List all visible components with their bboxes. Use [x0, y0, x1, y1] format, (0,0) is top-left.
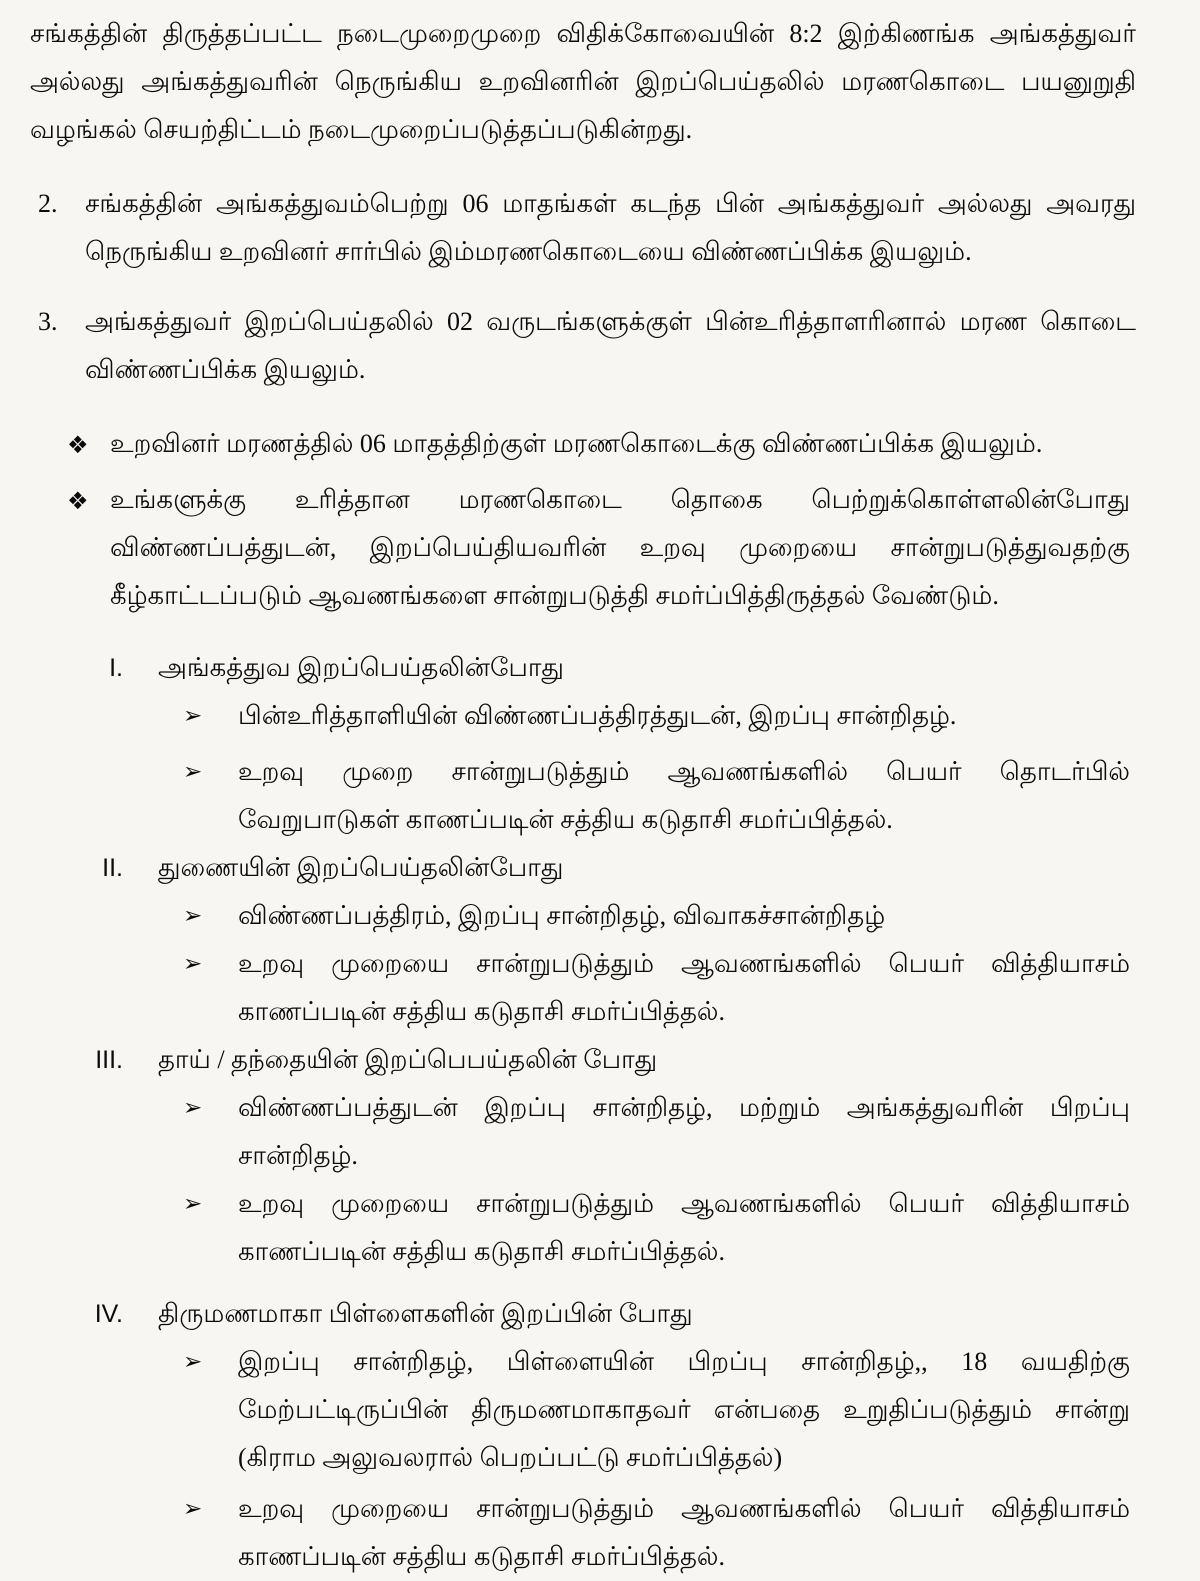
arrow-bullet-item	[183, 1338, 1130, 1482]
numbered-item-3	[38, 298, 1136, 394]
roman-numeral: III.	[95, 1046, 123, 1074]
arrow-bullet-item	[183, 892, 1130, 940]
bullet-text: இறப்பு சான்றிதழ், பிள்ளையின் பிறப்பு சான்றிதழ்,, 18 வயதிற்கு மேற்பட்டிருப்பின் திருமணமாகாதவர் என்பதை உறுதிப்படுத்தும் சான்று (கிராம அலுவலரால் பெறப்பட்டு சமர்ப்பித்தல்)	[238, 1347, 1130, 1472]
numbered-item-2	[38, 180, 1136, 276]
arrow-bullet-item	[183, 1485, 1130, 1581]
arrow-bullet-icon: ➢	[183, 1191, 203, 1217]
arrow-bullet-icon: ➢	[183, 759, 203, 785]
diamond-bullet-item	[67, 476, 1130, 620]
arrow-bullet-item	[183, 1084, 1130, 1180]
bullet-text: விண்ணப்பத்திரம், இறப்பு சான்றிதழ், விவாகச்சான்றிதழ்	[238, 901, 886, 930]
bullet-text: உறவு முறை சான்றுபடுத்தும் ஆவணங்களில் பெயர் தொடர்பில் வேறுபாடுகள் காணப்படின் சத்திய கடுதாசி சமர்ப்பித்தல்.	[238, 757, 1130, 834]
section-heading-text: அங்கத்துவ இறப்பெய்தலின்போது	[158, 653, 564, 682]
bullet-text: விண்ணப்பத்துடன் இறப்பு சான்றிதழ், மற்றும் அங்கத்துவரின் பிறப்பு சான்றிதழ்.	[238, 1093, 1130, 1170]
arrow-bullet-item	[183, 748, 1130, 844]
arrow-bullet-icon: ➢	[183, 1349, 203, 1375]
arrow-bullet-icon: ➢	[183, 951, 203, 977]
arrow-bullet-icon: ➢	[183, 1496, 203, 1522]
bullet-text: உறவு முறையை சான்றுபடுத்தும் ஆவணங்களில் பெயர் வித்தியாசம் காணப்படின் சத்திய கடுதாசி சமர்ப்பித்தல்.	[238, 1189, 1130, 1266]
bullet-text: உறவு முறையை சான்றுபடுத்தும் ஆவணங்களில் பெயர் வித்தியாசம் காணப்படின் சத்திய கடுதாசி சமர்ப்பித்தல்.	[238, 1494, 1130, 1571]
document-page	[0, 10, 1200, 1571]
diamond-bullet-icon: ❖	[67, 487, 89, 515]
diamond-bullet-icon: ❖	[67, 431, 89, 459]
intro-paragraph: சங்கத்தின் திருத்தப்பட்ட நடைமுறைமுறை விதிக்கோவையின் 8:2 இற்கிணங்க அங்கத்துவர் அல்லது அங்கத்துவரின் நெருங்கிய உறவினரின் இறப்பெய்தலில் மரணகொடை பயனுறுதி வழங்கல் செயற்திட்டம் நடைமுறைப்படுத்தப்படுகின்றது.	[30, 19, 1136, 144]
section-heading-1	[109, 644, 1136, 692]
diamond-bullet-item	[67, 420, 1130, 468]
bullet-text: பின்உரித்தாளியின் விண்ணப்பத்திரத்துடன், இறப்பு சான்றிதழ்.	[238, 701, 957, 730]
bullet-text: உறவு முறையை சான்றுபடுத்தும் ஆவணங்களில் பெயர் வித்தியாசம் காணப்படின் சத்திய கடுதாசி சமர்ப்பித்தல்.	[238, 949, 1130, 1026]
bullet-text: உறவினர் மரணத்தில் 06 மாதத்திற்குள் மரணகொடைக்கு விண்ணப்பிக்க இயலும்.	[110, 429, 1043, 458]
arrow-bullet-icon: ➢	[183, 703, 203, 729]
section-heading-text: துணையின் இறப்பெய்தலின்போது	[158, 853, 564, 882]
item-text: அங்கத்துவர் இறப்பெய்தலில் 02 வருடங்களுக்குள் பின்உரித்தாளரினால் மரண கொடை விண்ணப்பிக்க இயலும்.	[85, 307, 1136, 384]
arrow-bullet-item	[183, 1180, 1130, 1276]
section-heading-text: தாய் / தந்தையின் இறப்பெபய்தலின் போது	[158, 1045, 658, 1074]
roman-numeral: IV.	[94, 1300, 123, 1328]
section-heading-4	[94, 1290, 1136, 1338]
section-heading-3	[95, 1036, 1136, 1084]
item-number: 3.	[38, 307, 58, 336]
roman-numeral: II.	[102, 854, 123, 882]
roman-numeral: I.	[109, 654, 123, 682]
arrow-bullet-item	[183, 940, 1130, 1036]
arrow-bullet-icon: ➢	[183, 903, 203, 929]
bullet-text: உங்களுக்கு உரித்தான மரணகொடை தொகை பெற்றுக்கொள்ளலின்போது விண்ணப்பத்துடன், இறப்பெய்தியவரின் உறவு முறையை சான்றுபடுத்துவதற்கு கீழ்காட்டப்படும் ஆவணங்களை சான்றுபடுத்தி சமர்ப்பித்திருத்தல் வேண்டும்.	[110, 485, 1130, 610]
arrow-bullet-item	[183, 692, 1130, 740]
arrow-bullet-icon: ➢	[183, 1095, 203, 1121]
section-heading-text: திருமணமாகா பிள்ளைகளின் இறப்பின் போது	[158, 1299, 693, 1328]
item-number: 2.	[38, 189, 58, 218]
item-text: சங்கத்தின் அங்கத்துவம்பெற்று 06 மாதங்கள் கடந்த பின் அங்கத்துவர் அல்லது அவரது நெருங்கிய உறவினர் சார்பில் இம்மரணகொடையை விண்ணப்பிக்க இயலும்.	[85, 189, 1136, 266]
section-heading-2	[102, 844, 1136, 892]
